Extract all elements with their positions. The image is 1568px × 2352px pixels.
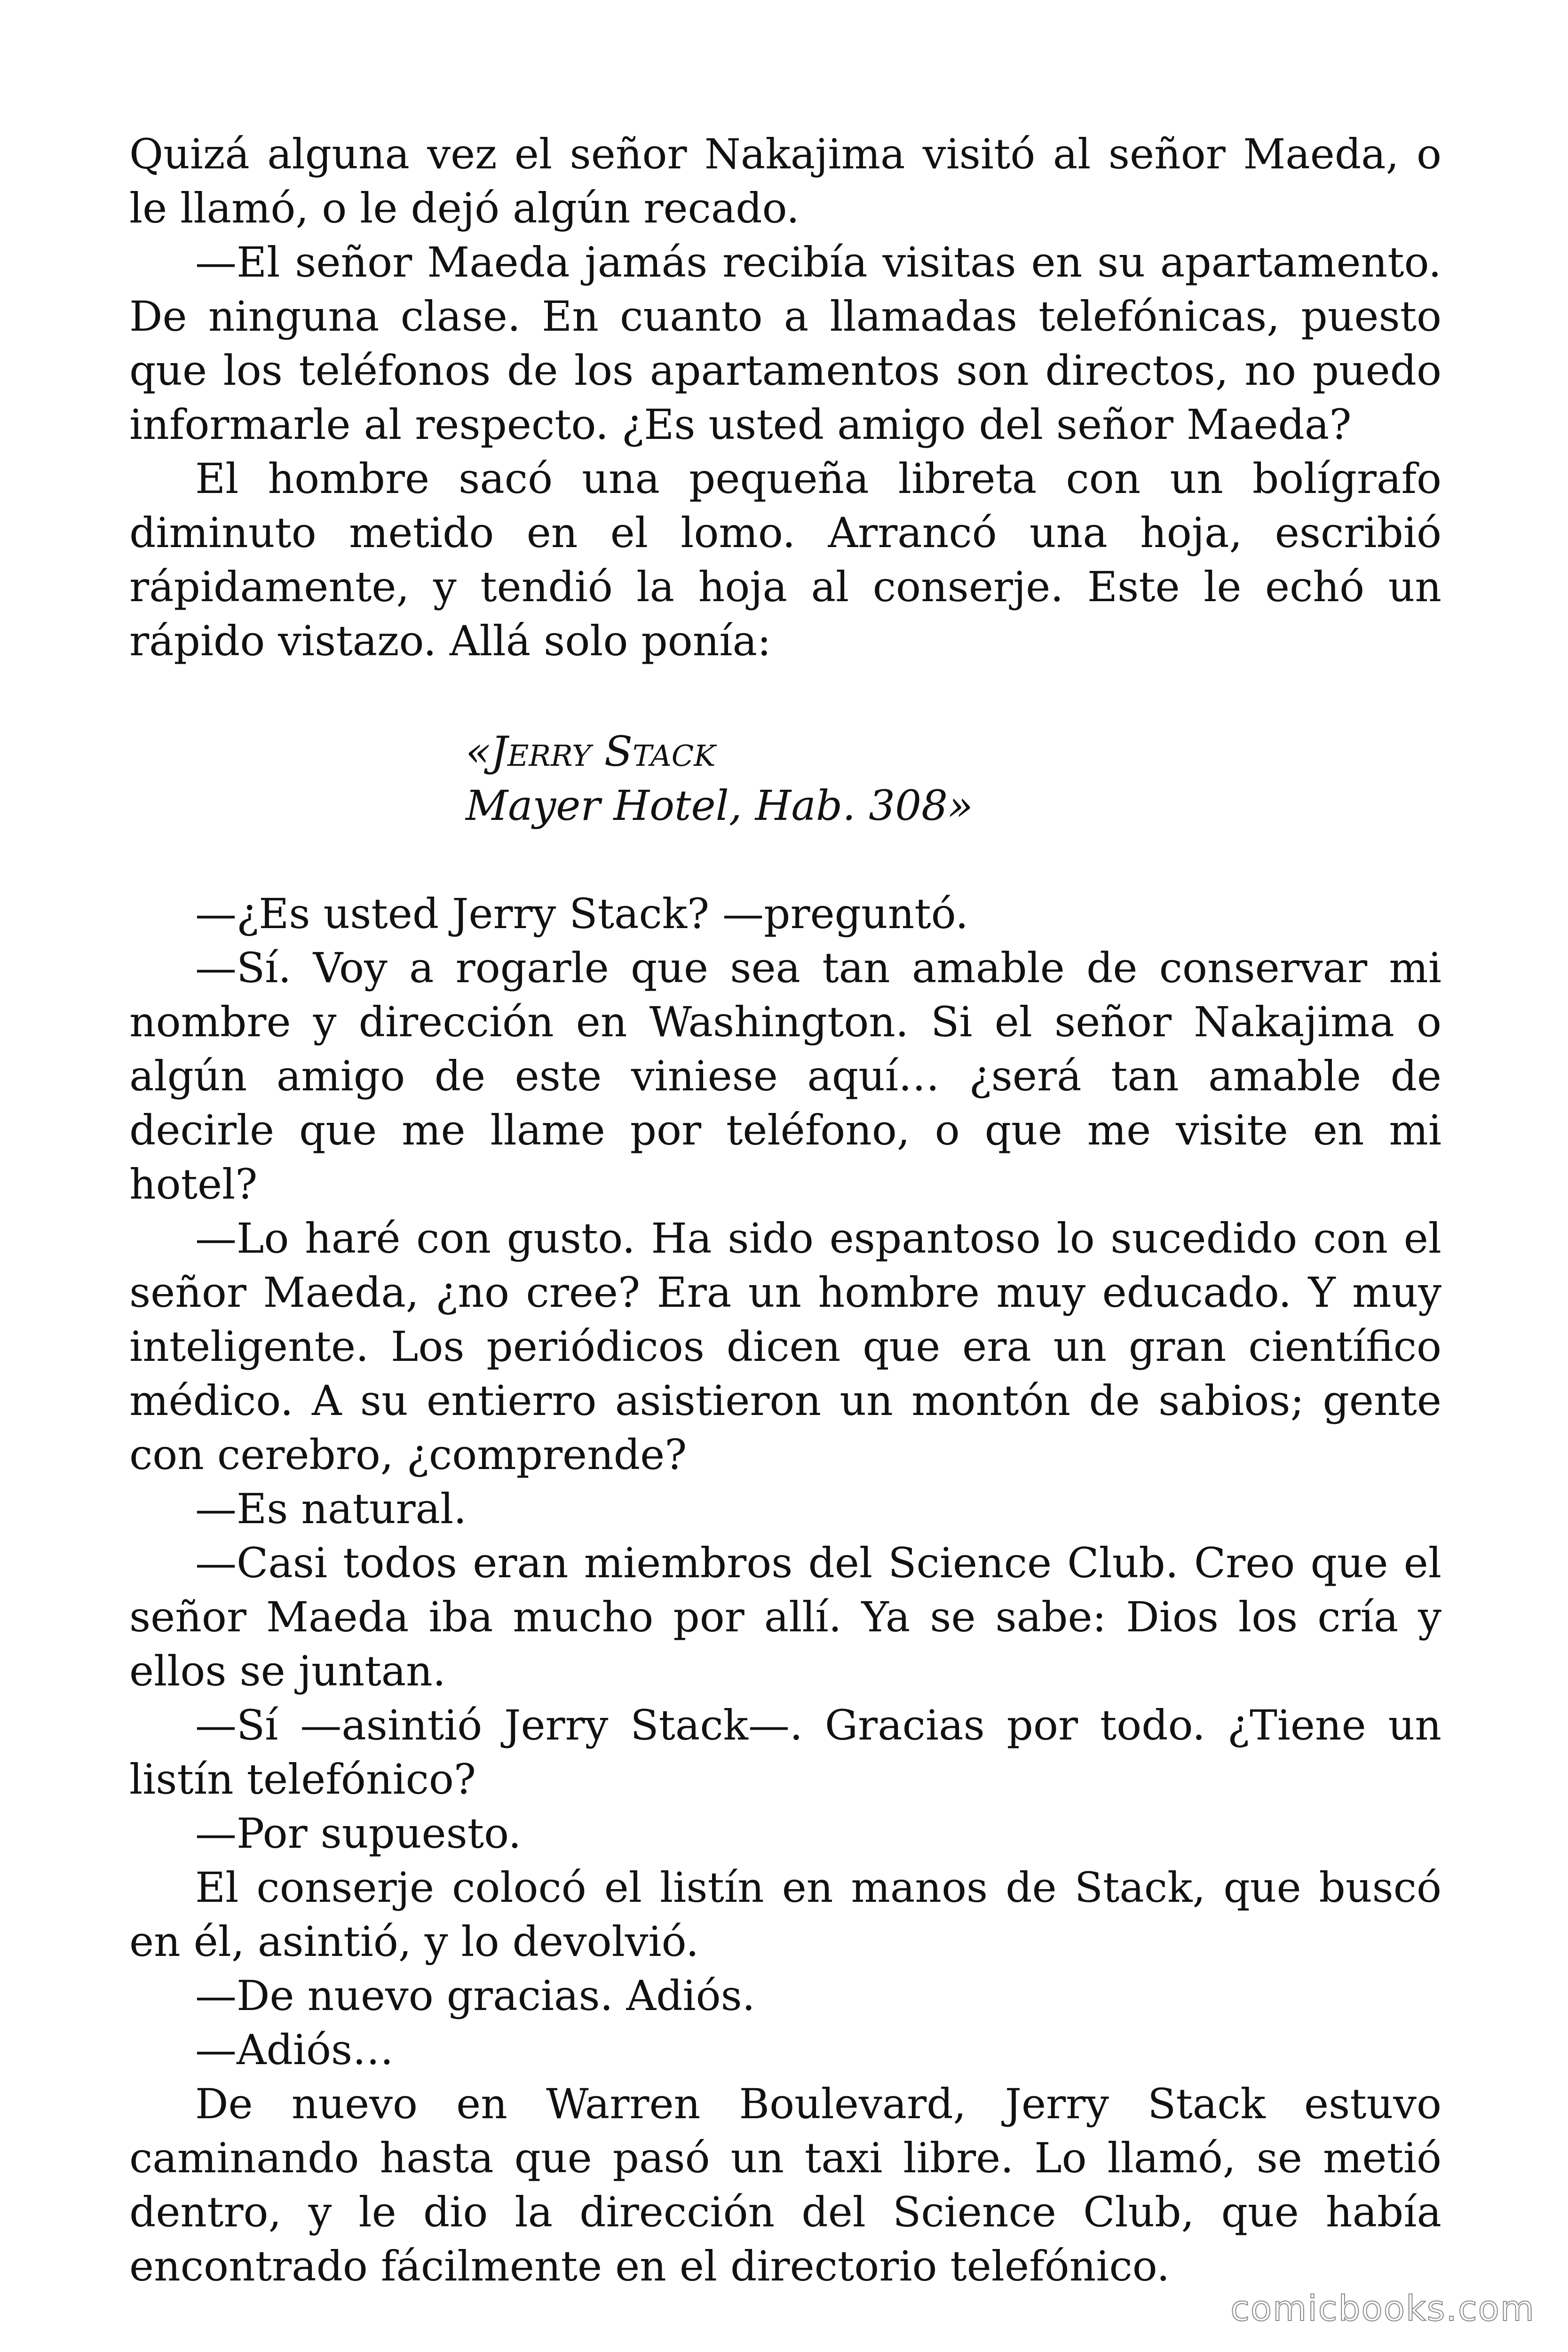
paragraph: —Casi todos eran miembros del Science Club. Creo que el señor Maeda iba mucho por allí. Ya se sabe: Dios los cría y ellos se juntan. — [129, 1539, 1441, 1695]
text-block-bottom — [129, 887, 1441, 2293]
paragraph: —¿Es usted Jerry Stack? —preguntó. — [195, 890, 969, 938]
paragraph: —De nuevo gracias. Adiós. — [195, 1971, 755, 2020]
paragraph: El conserje colocó el listín en manos de Stack, que buscó en él, asintió, y lo devolvió. — [129, 1863, 1441, 1966]
note-line-name — [466, 724, 973, 779]
paragraph: —Adiós… — [195, 2026, 394, 2074]
paragraph: De nuevo en Warren Boulevard, Jerry Stack estuvo caminando hasta que pasó un taxi libre. Lo llamó, se metió dentro, y le dio la dirección del Science Club, que había encontrado fácilmente en el directorio telefónico. — [129, 2080, 1441, 2290]
paragraph: —Sí —asintió Jerry Stack—. Gracias por todo. ¿Tiene un listín telefónico? — [129, 1701, 1441, 1804]
paragraph: Quizá alguna vez el señor Nakajima visitó al señor Maeda, o le llamó, o le dejó algún recado. — [129, 130, 1441, 232]
paragraph: —Sí. Voy a rogarle que sea tan amable de conservar mi nombre y dirección en Washington. Si el señor Nakajima o algún amigo de este viniese aquí… ¿será tan amable de decirle que me llame por teléfono, o que me visite en mi hotel? — [129, 944, 1441, 1208]
business-card-note — [466, 724, 973, 833]
paragraph: —Por supuesto. — [195, 1809, 522, 1858]
text-block-top — [129, 127, 1441, 668]
paragraph: El hombre sacó una pequeña libreta con un bolígrafo diminuto metido en el lomo. Arrancó una hoja, escribió rápidamente, y tendió la hoja al conserje. Este le echó un rápido vistazo. Allá solo ponía: — [129, 454, 1441, 665]
note-name: Jerry Stack — [491, 727, 716, 776]
watermark: comicbooks.com — [1230, 2288, 1535, 2329]
open-quote: « — [466, 727, 491, 776]
paragraph: —Es natural. — [195, 1485, 467, 1533]
paragraph: —El señor Maeda jamás recibía visitas en su apartamento. De ninguna clase. En cuanto a llamadas telefónicas, puesto que los teléfonos de los apartamentos son directos, no puedo informarle al respecto. ¿Es usted amigo del señor Maeda? — [129, 238, 1441, 449]
paragraph: —Lo haré con gusto. Ha sido espantoso lo sucedido con el señor Maeda, ¿no cree? Era un hombre muy educado. Y muy inteligente. Los periódicos dicen que era un gran científico médico. A su entierro asistieron un montón de sabios; gente con cerebro, ¿comprende? — [129, 1214, 1441, 1479]
note-line-address: Mayer Hotel, Hab. 308» — [466, 781, 973, 830]
